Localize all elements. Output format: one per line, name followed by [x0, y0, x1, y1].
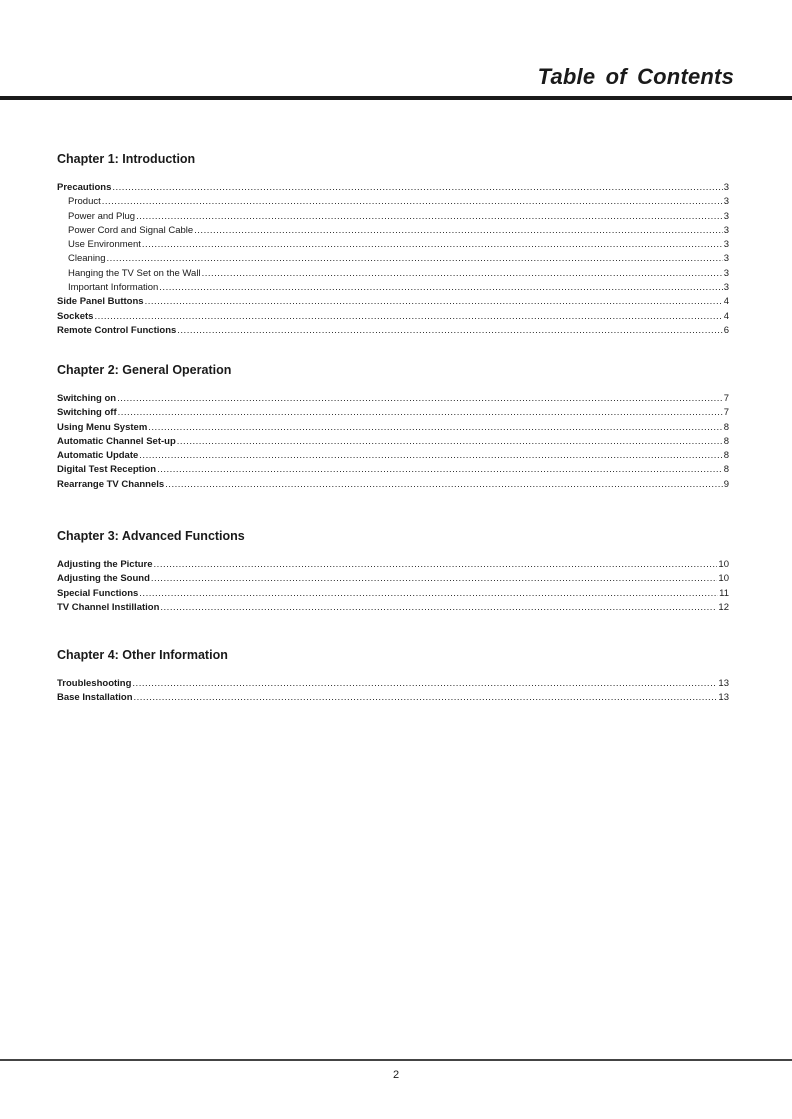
dot-leader: [117, 392, 723, 406]
toc-entry[interactable]: [57, 406, 729, 420]
toc-entry[interactable]: [57, 238, 729, 252]
toc-entry-label: Switching on: [57, 393, 117, 404]
toc-entry-page: 8: [723, 435, 729, 447]
dot-leader: [112, 181, 722, 195]
toc-entry[interactable]: [57, 281, 729, 295]
dot-leader: [142, 238, 723, 252]
toc-entry-page: 3: [723, 196, 729, 208]
toc-entry-page: 3: [723, 224, 729, 236]
toc-entry[interactable]: [57, 267, 729, 281]
toc-entry-label: Sockets: [57, 310, 94, 322]
dot-leader: [118, 406, 723, 420]
toc-entry-page: 3: [723, 253, 729, 265]
toc-entry-page: 8: [723, 464, 729, 476]
toc-entry[interactable]: [57, 572, 729, 586]
dot-leader: [157, 463, 723, 477]
toc-entry[interactable]: [57, 587, 729, 601]
toc-entry[interactable]: [57, 224, 729, 238]
dot-leader: [177, 435, 723, 449]
toc-entry-page: 9: [723, 478, 729, 490]
toc-entry-label: Product: [68, 196, 101, 208]
toc-entry-label: Remote Control Functions: [57, 324, 177, 336]
toc-entry-page: 12: [718, 601, 729, 613]
toc-entry-page: 3: [723, 239, 729, 251]
dot-leader: [136, 210, 723, 224]
toc-entry-label: Automatic Channel Set-up: [57, 435, 176, 447]
toc-entry[interactable]: [57, 195, 729, 209]
dot-leader: [94, 310, 722, 324]
toc-entry-label: Power Cord and Signal Cable: [68, 224, 194, 236]
toc-entry-label: Cleaning: [68, 253, 106, 265]
dot-leader: [165, 478, 723, 492]
dot-leader: [132, 677, 717, 691]
toc-entry-page: 10: [718, 573, 729, 585]
toc-entry-label: Hanging the TV Set on the Wall: [68, 267, 201, 279]
toc-entry-page: 8: [723, 450, 729, 462]
toc-entry-page: 10: [718, 559, 729, 570]
dot-leader: [160, 601, 717, 615]
toc-entry-page: 13: [718, 692, 729, 704]
dot-leader: [139, 449, 722, 463]
toc-entry-label: TV Channel Instillation: [57, 601, 160, 613]
toc-entry-label: Power and Plug: [68, 210, 136, 222]
toc-entry-page: 3: [723, 210, 729, 222]
toc-entry[interactable]: [57, 310, 729, 324]
chapter-section: [57, 648, 729, 706]
toc-entry-label: Automatic Update: [57, 450, 139, 462]
toc-entry-label: Using Menu System: [57, 421, 148, 433]
toc-entry-page: 6: [723, 324, 729, 336]
header-rule: [0, 96, 792, 100]
toc-entry[interactable]: [57, 421, 729, 435]
dot-leader: [145, 295, 723, 309]
dot-leader: [134, 691, 718, 705]
toc-entry[interactable]: [57, 252, 729, 266]
toc-entry-label: Special Functions: [57, 587, 139, 599]
toc-entry[interactable]: [57, 478, 729, 492]
chapter-section: [57, 152, 729, 338]
toc-entry-label: Rearrange TV Channels: [57, 478, 165, 490]
page-title: Table of Contents: [537, 64, 734, 89]
toc-entry-page: 7: [723, 407, 729, 419]
toc-entry-label: Adjusting the Picture: [57, 559, 153, 570]
toc-entry-page: 4: [723, 296, 729, 308]
toc-entry-page: 11: [719, 587, 729, 599]
toc-entry[interactable]: [57, 181, 729, 195]
toc-entry[interactable]: [57, 691, 729, 705]
toc-entry[interactable]: [57, 295, 729, 309]
dot-leader: [107, 252, 723, 266]
toc-entry-label: Troubleshooting: [57, 678, 132, 689]
page-number: 2: [392, 1069, 400, 1081]
footer-rule: [0, 1059, 792, 1061]
toc-entry[interactable]: [57, 210, 729, 224]
toc-entry-label: Side Panel Buttons: [57, 296, 144, 308]
toc-entry-page: 3: [723, 282, 729, 294]
chapter-heading: Chapter 4: Other Information: [57, 648, 228, 662]
toc-entry-label: Adjusting the Sound: [57, 573, 150, 585]
dot-leader: [102, 195, 723, 209]
toc-entry[interactable]: [57, 601, 729, 615]
toc-entry[interactable]: [57, 449, 729, 463]
dot-leader: [151, 572, 718, 586]
toc-entry-label: Digital Test Reception: [57, 464, 157, 476]
toc-entry-label: Use Environment: [68, 239, 141, 251]
chapter-section: [57, 363, 729, 492]
dot-leader: [139, 587, 718, 601]
chapter-heading: Chapter 1: Introduction: [57, 152, 196, 166]
chapter-heading: Chapter 3: Advanced Functions: [57, 529, 245, 543]
chapter-heading: Chapter 2: General Operation: [57, 363, 232, 377]
dot-leader: [154, 558, 718, 572]
toc-entry-page: 7: [723, 393, 729, 404]
toc-entry-page: 8: [723, 421, 729, 433]
toc-entry-label: Base Installation: [57, 692, 133, 704]
toc-entry[interactable]: [57, 463, 729, 477]
toc-entry-label: Precautions: [57, 182, 112, 193]
dot-leader: [202, 267, 723, 281]
toc-entry[interactable]: [57, 435, 729, 449]
toc-entry-page: 4: [723, 310, 729, 322]
toc-entry[interactable]: [57, 677, 729, 691]
toc-entry-page: 13: [718, 678, 729, 689]
dot-leader: [159, 281, 722, 295]
chapter-section: [57, 529, 729, 615]
toc-entry-page: 3: [723, 182, 729, 193]
dot-leader: [194, 224, 723, 238]
toc-entry-page: 3: [723, 267, 729, 279]
toc-entry[interactable]: [57, 324, 729, 338]
toc-entry-label: Important Information: [68, 282, 159, 294]
toc-entry[interactable]: [57, 392, 729, 406]
toc-entry-label: Switching off: [57, 407, 117, 419]
dot-leader: [148, 421, 722, 435]
toc-entry[interactable]: [57, 558, 729, 572]
dot-leader: [177, 324, 722, 338]
